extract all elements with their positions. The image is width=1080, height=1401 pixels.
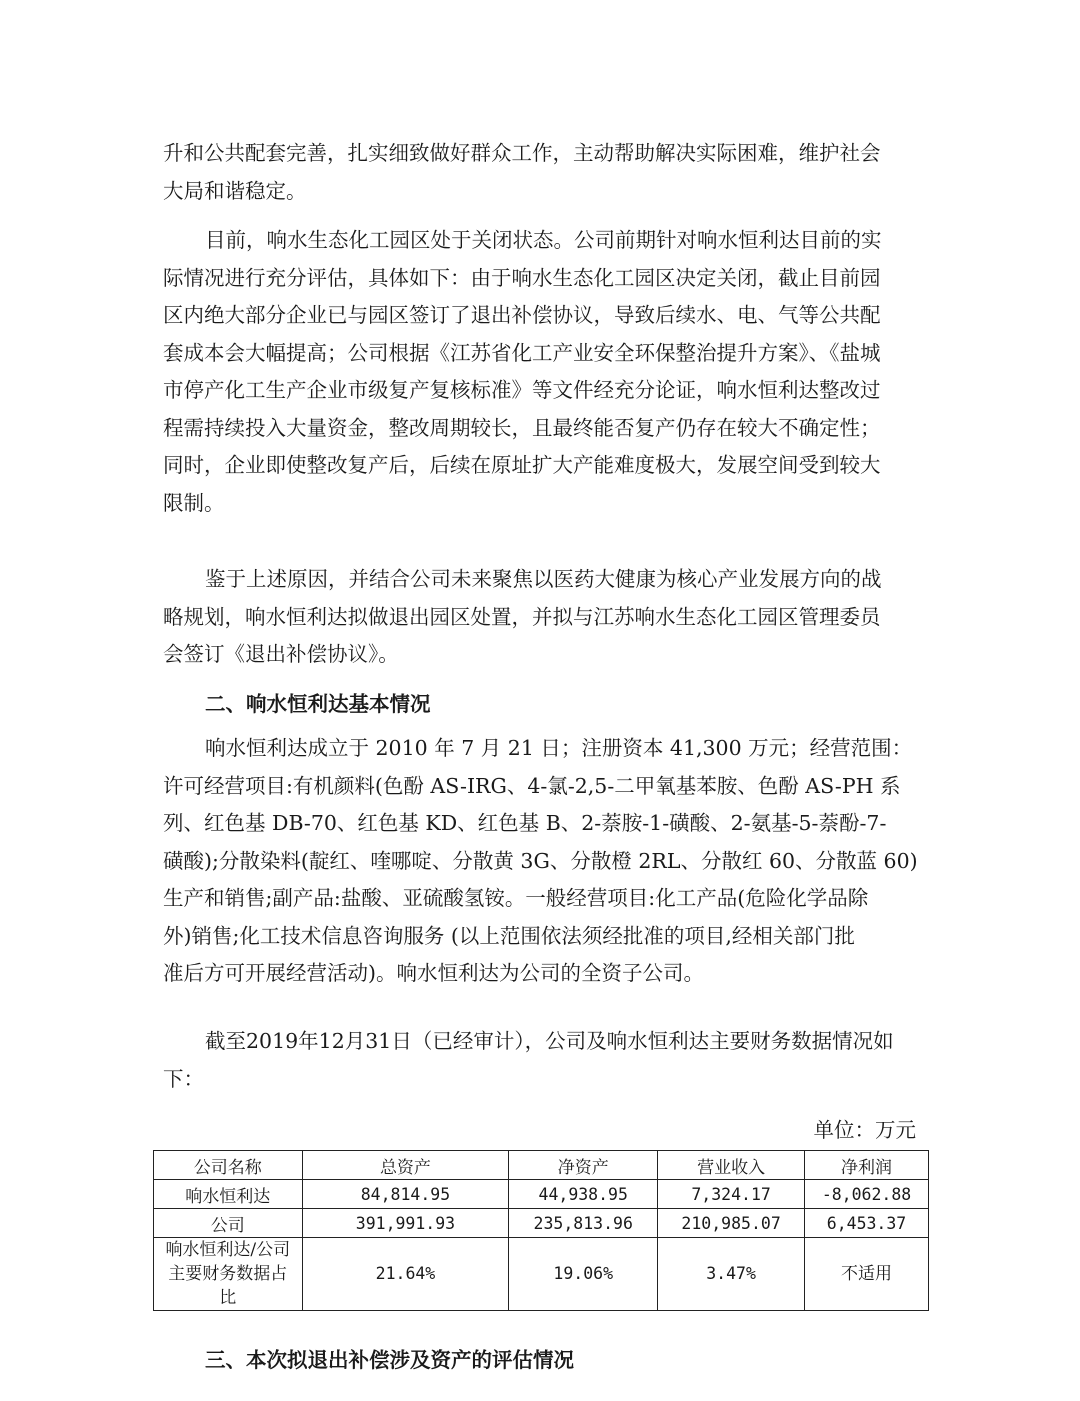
net-assets-cell: 235,813.96 — [509, 1209, 658, 1238]
table-row — [154, 1238, 929, 1311]
paragraph-current-status — [163, 222, 925, 522]
revenue-cell: 210,985.07 — [658, 1209, 805, 1238]
net-assets-cell: 19.06% — [509, 1238, 658, 1311]
revenue-cell: 3.47% — [658, 1238, 805, 1311]
paragraph-continuation — [163, 135, 925, 210]
table-row — [154, 1209, 929, 1238]
section-title: 二、响水恒利达基本情况 — [205, 692, 431, 716]
section-heading-2 — [163, 686, 925, 724]
text-line: 列、红色基 DB-70、红色基 KD、红色基 B、2-萘胺-1-磺酸、2-氨基-5-萘酚-7- — [163, 811, 887, 835]
text-line: 外)销售;化工技术信息咨询服务 (以上范围依法须经批准的项目,经相关部门批 — [163, 923, 855, 948]
text-line: 略规划，响水恒利达拟做退出园区处置，并拟与江苏响水生态化工园区管理委员 — [163, 604, 881, 629]
company-name-cell: 响水恒利达 — [154, 1180, 303, 1209]
text-line: 目前，响水生态化工园区处于关闭状态。公司前期针对响水恒利达目前的实 — [205, 228, 882, 252]
table-row — [154, 1180, 929, 1209]
total-assets-cell: 84,814.95 — [302, 1180, 509, 1209]
name-line: 响水恒利达/公司 — [165, 1240, 291, 1260]
paragraph-financial-intro — [163, 1023, 925, 1098]
paragraph-basic-info — [163, 730, 925, 993]
text-line: 区内绝大部分企业已与园区签订了退出补偿协议，导致后续水、电、气等公共配 — [163, 303, 881, 327]
text-line: 同时，企业即使整改复产后，后续在原址扩大产能难度极大，发展空间受到较大 — [163, 453, 881, 477]
text-line: 下： — [163, 1066, 204, 1091]
section-heading-3: 三、本次拟退出补偿涉及资产的评估情况 — [205, 1348, 574, 1372]
text-line: 大局和谐稳定。 — [163, 178, 307, 203]
net-profit-cell: 6,453.37 — [805, 1209, 929, 1238]
paragraph-reasons — [163, 561, 925, 674]
text-line: 截至2019年12月31日（已经审计），公司及响水恒利达主要财务数据情况如 — [205, 1029, 894, 1053]
text-line: 套成本会大幅提高；公司根据《江苏省化工产业安全环保整治提升方案》、《盐城 — [163, 340, 881, 365]
text-line: 磺酸);分散染料(靛红、喹哪啶、分散黄 3G、分散橙 2RL、分散红 60、分散蓝 60) — [163, 848, 918, 873]
text-line: 际情况进行充分评估，具体如下：由于响水生态化工园区决定关闭，截止目前园 — [163, 265, 881, 290]
text-line: 限制。 — [163, 490, 225, 515]
financial-table — [153, 1150, 929, 1311]
text-line: 许可经营项目:有机颜料(色酚 AS-IRG、4-氯-2,5-二甲氧基苯胺、色酚 AS-PH 系 — [163, 773, 901, 798]
unit-label: 单位：万元 — [813, 1118, 916, 1142]
name-line: 主要财务数据占比 — [168, 1264, 288, 1308]
text-line: 鉴于上述原因，并结合公司未来聚焦以医药大健康为核心产业发展方向的战 — [205, 567, 882, 591]
column-header: 营业收入 — [658, 1151, 805, 1180]
text-line: 市停产化工生产企业市级复产复核标准》等文件经充分论证，响水恒利达整改过 — [163, 378, 881, 402]
net-profit-cell: -8,062.88 — [805, 1180, 929, 1209]
total-assets-cell: 391,991.93 — [302, 1209, 509, 1238]
company-name-cell — [154, 1238, 303, 1311]
total-assets-cell: 21.64% — [302, 1238, 509, 1311]
column-header: 净资产 — [509, 1151, 658, 1180]
column-header: 公司名称 — [154, 1151, 303, 1180]
net-assets-cell: 44,938.95 — [509, 1180, 658, 1209]
text-line: 程需持续投入大量资金，整改周期较长，且最终能否复产仍存在较大不确定性； — [163, 415, 881, 440]
company-name-cell: 公司 — [154, 1209, 303, 1238]
table-header-row — [154, 1151, 929, 1180]
text-line: 升和公共配套完善，扎实细致做好群众工作，主动帮助解决实际困难，维护社会 — [163, 141, 881, 165]
text-line: 会签订《退出补偿协议》。 — [163, 642, 399, 666]
text-line: 生产和销售;副产品:盐酸、亚硫酸氢铵。一般经营项目:化工产品(危险化学品除 — [163, 886, 869, 910]
text-line: 准后方可开展经营活动)。响水恒利达为公司的全资子公司。 — [163, 961, 704, 985]
text-line: 响水恒利达成立于 2010 年 7 月 21 日；注册资本 41,300 万元；经营范围： — [205, 736, 913, 760]
revenue-cell: 7,324.17 — [658, 1180, 805, 1209]
column-header: 总资产 — [302, 1151, 509, 1180]
column-header: 净利润 — [805, 1151, 929, 1180]
net-profit-cell: 不适用 — [805, 1238, 929, 1311]
